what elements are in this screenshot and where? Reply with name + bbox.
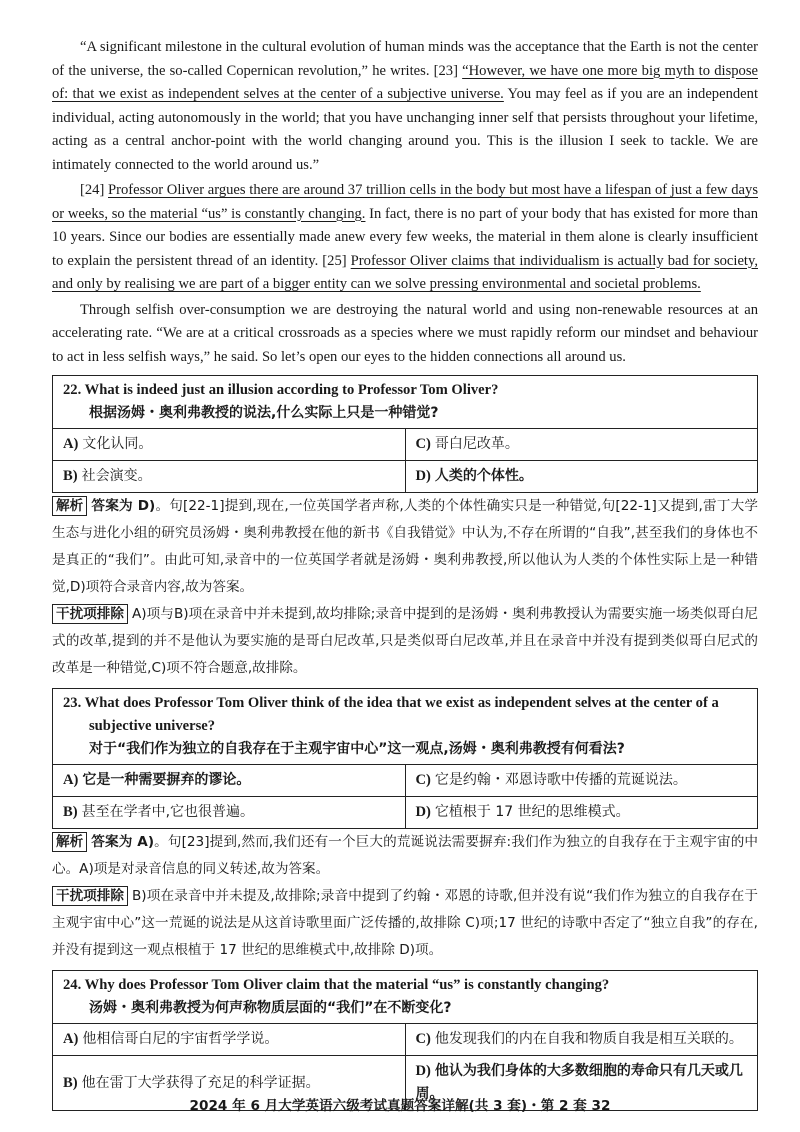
analysis-23: 解析 答案为 A)。句[23]提到,然而,我们还有一个巨大的荒诞说法需要摒弃:我们作为独立的自我存在于主观宇宙的中心。A)项是对录音信息的同义转述,故为答案。 [52, 834, 758, 877]
option-22-a: A) 文化认同。 [53, 429, 406, 461]
underlined-sentence-24: Professor Oliver argues there are around 37 trillion cells in the body but most have a lifespan of just a few days or weeks, so the material “us” is constantly changing. [52, 182, 758, 222]
question-24-stem: 24. Why does Professor Tom Oliver claim that the material “us” is constantly changing? 汤姆・奥利弗教授为何声称物质层面的“我们”在不断变化? [53, 971, 758, 1024]
analysis-22: 解析 答案为 D)。句[22-1]提到,现在,一位英国学者声称,人类的个体性确实只是一种错觉,句[22-1]又提到,雷丁大学生态与进化小组的研究员汤姆・奥利弗教授在他的新书《自我错觉》中认为,不存在所谓的“自我”,甚至我们的身体也不是真正的“我们”。由此可知,录音中的一位英国学者就是汤姆・奥利弗教授,所以他认为人类的个体性实际上是一种错觉,D)项符合录音内容,故为答案。 [52, 498, 758, 595]
answer-23: 答案为 A) [91, 834, 155, 850]
question-22-table [52, 375, 758, 493]
passage-paragraph-1: “A significant milestone in the cultural evolution of human minds was the acceptance that the Earth is not the center of the universe, the so-called Copernican revolution,” he writes. [23] “However, we have one more big myth to dispose of: that we exist as independent selves at the center of a subjective universe. You may feel as if you are an independent individual, acting autonomously in the world; that you have unchanging inner self that persists throughout your lifetime, acting as a central anchor-point with the world changing around you. This is the illusion I seek to tackle. We are intimately connected to the world around us.” [52, 39, 759, 173]
option-23-a: A) 它是一种需要摒弃的谬论。 [53, 765, 406, 797]
option-22-c: C) 哥白尼改革。 [405, 429, 758, 461]
underlined-sentence-23: “However, we have one more big myth to dispose of: that we exist as independent selves at the center of a subjective universe. [52, 62, 758, 102]
analysis-label: 解析 [52, 832, 87, 852]
question-22-stem: 22. What is indeed just an illusion according to Professor Tom Oliver? 根据汤姆・奥利弗教授的说法,什么实际上只是一种错觉? [53, 376, 758, 429]
answer-22: 答案为 D) [91, 498, 156, 514]
passage-paragraph-2: [24] Professor Oliver argues there are around 37 trillion cells in the body but most have a lifespan of just a few days or weeks, so the material “us” is constantly changing. In fact, there is no part of your body that has existed for more than 10 years. Since our bodies are essentially made anew every few weeks, the material in them alone is clearly insufficient to explain the persistent thread of an identity. [25] Professor Oliver claims that individualism is actually bad for society, and only by realising we are part of a bigger entity can we solve pressing environmental and societal problems. [52, 182, 759, 292]
option-22-b: B) 社会演变。 [53, 461, 406, 493]
option-24-b: B) 他在雷丁大学获得了充足的科学证据。 [53, 1056, 406, 1111]
option-22-d: D) 人类的个体性。 [405, 461, 758, 493]
page-footer: 2024 年 6 月大学英语六级考试真题答案详解(共 3 套)・第 2 套 32 [189, 1098, 611, 1114]
question-23-stem: 23. What does Professor Tom Oliver think of the idea that we exist as independent selves at the center of a subjective universe? 对于“我们作为独立的自我存在于主观宇宙中心”这一观点,汤姆・奥利弗教授有何看法? [53, 689, 758, 765]
question-24-table [52, 970, 758, 1111]
option-24-a: A) 他相信哥白尼的宇宙哲学学说。 [53, 1024, 406, 1056]
page [52, 36, 758, 1111]
option-23-d: D) 它植根于 17 世纪的思维模式。 [405, 797, 758, 829]
option-23-c: C) 它是约翰・邓恩诗歌中传播的荒诞说法。 [405, 765, 758, 797]
analysis-label: 解析 [52, 496, 87, 516]
underlined-sentence-25: Professor Oliver claims that individualism is actually bad for society, and only by realising we are part of a bigger entity can we solve pressing environmental and societal problems. [52, 252, 758, 292]
distractor-label: 干扰项排除 [52, 886, 128, 906]
option-24-d: D) 他认为我们身体的大多数细胞的寿命只有几天或几周。 [405, 1056, 758, 1111]
option-24-c: C) 他发现我们的内在自我和物质自我是相互关联的。 [405, 1024, 758, 1056]
passage-paragraph-3: Through selfish over-consumption we are destroying the natural world and using non-renewable resources at an accelerating rate. “We are at a critical crossroads as a species where we must rapidly reform our mindset and behaviour to act in less selfish ways,” he said. So let’s open our eyes to the hidden connections all around us. [52, 301, 758, 365]
distractor-23: 干扰项排除 B)项在录音中并未提及,故排除;录音中提到了约翰・邓恩的诗歌,但并没有说“我们作为独立的自我存在于主观宇宙中心”这一荒诞的说法是从这首诗歌里面广泛传播的,故排除 C)项;17 世纪的诗歌中否定了“独立自我”的存在,并没有提到这一观点根植于 17 世纪的思维模式中,故排除 D)项。 [52, 888, 758, 958]
distractor-label: 干扰项排除 [52, 604, 128, 624]
distractor-22: 干扰项排除 A)项与B)项在录音中并未提到,故均排除;录音中提到的是汤姆・奥利弗教授认为需要实施一场类似哥白尼式的改革,提到的并不是他认为要实施的是哥白尼改革,只是类似哥白尼改革,并且在录音中并没有提到类似哥白尼式的改革是一种错觉,C)项不符合题意,故排除。 [52, 606, 758, 676]
option-23-b: B) 甚至在学者中,它也很普遍。 [53, 797, 406, 829]
question-23-table [52, 688, 758, 829]
